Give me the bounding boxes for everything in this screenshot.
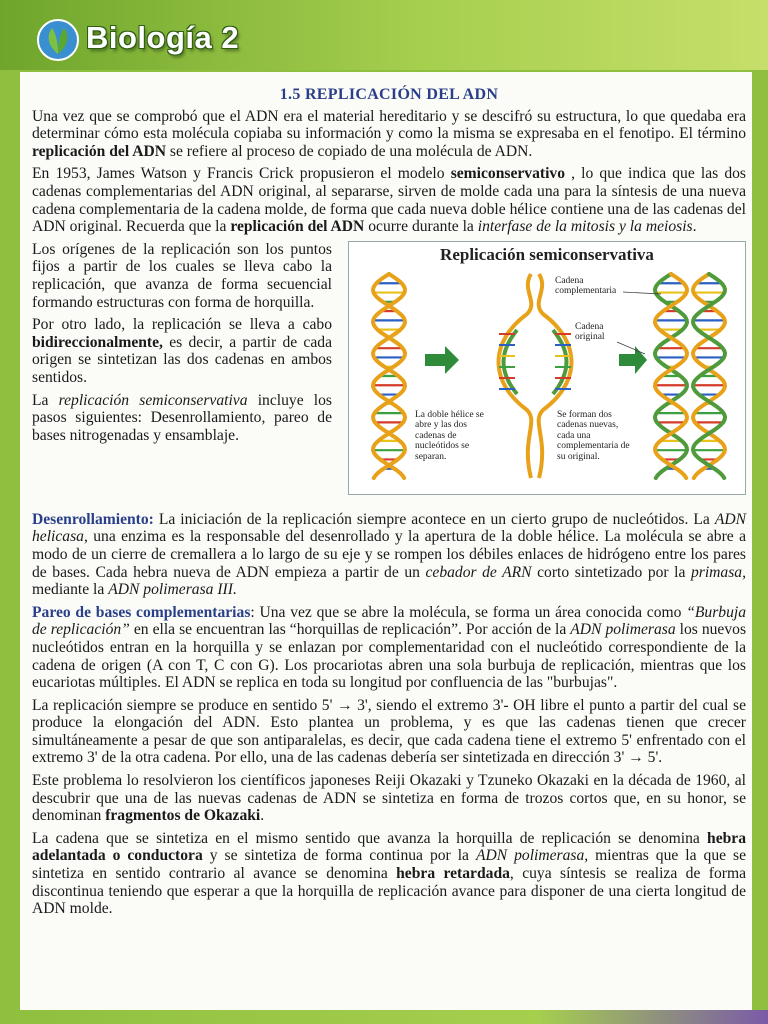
- text: : Una vez que se abre la molécula, se forma un área conocida como: [250, 603, 687, 621]
- text: La iniciación de la replicación siempre acontece en un cierto grupo de nucleótidos. La: [153, 510, 715, 528]
- caption-separation: La doble hélice se abre y las dos cadenas de nucleótidos se separan.: [415, 409, 484, 462]
- term-polimerasa: ADN polimerasa,: [475, 847, 589, 865]
- heading-pareo: Pareo de bases complementarias: [32, 603, 251, 621]
- dna-helix-new-1: [655, 274, 687, 478]
- figure-illustration: [349, 242, 745, 494]
- text-figure-row: [32, 241, 746, 501]
- text: , cuya síntesis se realiza de forma discontinua teniendo que esperar a que la horquilla de replicación avance para disponer de una cierta longitud de ADN molde.: [32, 865, 746, 918]
- paragraph-hebras: [32, 830, 746, 918]
- paragraph-bidireccional: [32, 316, 332, 386]
- term-hebra-adelantada: hebra adelantada o conductora: [32, 829, 746, 865]
- leaf-globe-icon: [36, 18, 80, 62]
- intro-paragraph-1: [32, 108, 746, 161]
- paragraph-origenes: Los orígenes de la replicación son los puntos fijos a partir de los cuales se lleva cabo la replicación, que avanza de forma secuencial formando estructuras con forma de horquilla.: [32, 240, 332, 311]
- text: corto sintetizado por la: [531, 563, 691, 581]
- text: , una enzima es la responsable del desenrollado y la apertura de la doble hélice. La molécula se abre a modo de un cierre de cremallera a lo largo de su eje y se rompen los débiles enlaces de hidrógeno entre los pares de bases. Cada hebra nueva de ADN empieza a partir de un: [32, 528, 746, 581]
- paragraph-sentido: La replicación siempre se produce en sentido 5' → 3', siendo el extremo 3'- OH libre el punto a partir del cual se produce la elongación del ADN. Esto plantea un problema, y es que las cadenas tienen que crecer simultáneamente a pesar de que son antiparalelas, es decir, que cada cadena tiene el extremo 5' enfrentado con el extremo 3' de la otra cadena. Por ello, una de las cadenas debería ser sintetizada en dirección 3' → 5'.: [32, 696, 746, 767]
- text: La: [32, 391, 59, 409]
- left-text-column: [32, 241, 332, 450]
- section-title: 1.5 REPLICACIÓN DEL ADN: [279, 86, 499, 103]
- caption-new-strands: Se forman dos cadenas nuevas, cada una complementaria de su original.: [557, 409, 630, 462]
- term-interfase: interfase de la mitosis y la meiosis: [477, 218, 693, 236]
- arrow-icon: [619, 346, 647, 374]
- dna-helix-original: [373, 274, 405, 478]
- term-polimerasa: ADN polimerasa: [570, 621, 676, 639]
- term-helicasa: ADN helicasa: [32, 510, 746, 546]
- text: Por otro lado, la replicación se lleva a cabo: [32, 316, 332, 334]
- page-sheet: [20, 72, 752, 1010]
- text: Este problema lo resolvieron los científicos japoneses Reiji Okazaki y Tzuneko Okazaki en la década de 1960, al descubrir que una de las nuevas cadenas de ADN se sintetiza en forma de trozos cortos que, en su honor, se denominan: [32, 772, 746, 825]
- text: es decir, a partir de cada origen se sintetizan las dos cadenas en ambos sentidos.: [32, 333, 332, 386]
- text: mientras que la que se sintetiza en sentido contrario al avance se denomina: [32, 847, 746, 883]
- brand-title: Biología 2: [86, 20, 240, 55]
- label-pointer: [617, 342, 645, 354]
- label-complementary-strand: Cadena complementaria: [555, 275, 617, 297]
- text: En 1953, James Watson y Francis Crick propusieron el modelo: [32, 165, 451, 183]
- text: y se sintetiza de forma continua por la: [202, 847, 476, 865]
- text: mediante la: [32, 581, 109, 599]
- text: Una vez que se comprobó que el ADN era el material hereditario y se descifró su estructura, lo que quedaba era determinar cómo esta molécula copiaba su información y como la misma se expresaba en el fenotipo. El término: [32, 107, 746, 143]
- term-replicacion: replicación del ADN: [32, 142, 166, 160]
- term-polimerasa-iii: ADN polimerasa III.: [108, 581, 237, 599]
- paragraph-pareo: [32, 604, 746, 692]
- arrow-icon: [425, 346, 459, 374]
- term-primasa: primasa,: [690, 563, 746, 581]
- text: ocurre durante la: [364, 218, 478, 236]
- term-cebador: cebador de ARN: [425, 563, 532, 581]
- text: .: [260, 807, 265, 825]
- footer-band: [0, 1010, 768, 1024]
- text: incluye los pasos siguientes: Desenrollamiento, pareo de bases nitrogenadas y ensamblaje.: [32, 391, 332, 444]
- paragraph-desenrollamiento: [32, 511, 746, 599]
- text: los nuevos nucleótidos entran en la horquilla y se enlazan por complementaridad con el nucleótido correspondiente de la cadena de origen (A con T, C con G). Los procariotas abren una sola burbuja de replicación, mientras que los eucariotas múltiples. El ADN se replica en toda su longitud por confluencia de las "burbujas".: [32, 621, 747, 692]
- term-okazaki: fragmentos de Okazaki: [105, 807, 261, 825]
- paragraph-okazaki: [32, 772, 746, 825]
- dna-strand: [499, 274, 532, 478]
- text: La cadena que se sintetiza en el mismo sentido que avanza la horquilla de replicación se denomina: [32, 829, 708, 847]
- term-burbuja: “Burbuja de replicación”: [32, 603, 746, 639]
- text: en ella se encuentran las “horquillas de replicación”. Por acción de la: [129, 621, 571, 639]
- dna-helix-new-2: [693, 274, 725, 478]
- heading-desenrollamiento: Desenrollamiento:: [32, 510, 154, 528]
- label-original-strand: Cadena original: [575, 321, 605, 343]
- term-semiconservativo: semiconservativo: [450, 165, 566, 183]
- term-bidireccional: bidireccionalmente,: [32, 333, 163, 351]
- term-replicacion: replicación del ADN: [230, 218, 365, 236]
- replication-figure: [348, 241, 746, 495]
- text: se refiere al proceso de copiado de una molécula de ADN.: [166, 142, 533, 160]
- text: , lo que indica que las dos cadenas complementarias del ADN original, al separarse, sirven de molde cada una para la síntesis de una nueva cadena complementaria de la cadena molde, de forma que cada nueva doble hélice contiene una de las cadenas del ADN original. Recuerda que la: [32, 165, 746, 236]
- text: .: [692, 218, 697, 236]
- term-semiconservativa: replicación semiconservativa: [58, 391, 248, 409]
- content-column: [32, 86, 746, 923]
- term-hebra-retardada: hebra retardada: [396, 865, 510, 883]
- intro-paragraph-2: [32, 165, 746, 235]
- figure-title: Replicación semiconservativa: [440, 244, 654, 264]
- paragraph-pasos: [32, 392, 332, 445]
